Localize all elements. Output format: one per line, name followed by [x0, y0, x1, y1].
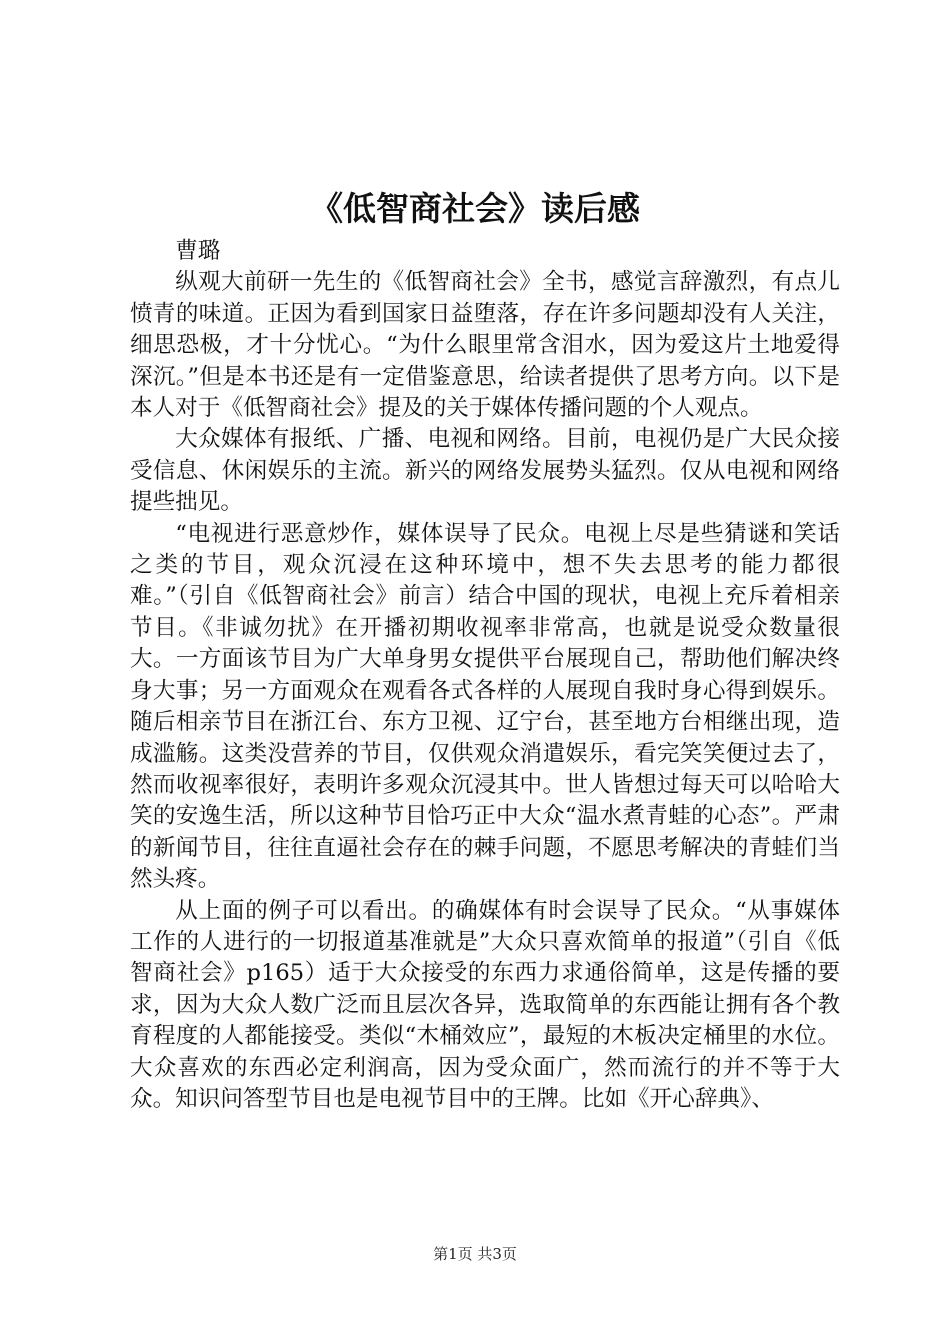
paragraph-3: “电视进行恶意炒作，媒体误导了民众。电视上尽是些猜谜和笑话之类的节目，观众沉浸在这种环境中，想不失去思考的能力都很难。”（引自《低智商社会》前言）结合中国的现状，电视上充斥着相亲节目。《非诚勿扰》在开播初期收视率非常高，也就是说受众数量很大。一方面该节目为广大单身男女提供平台展现自己，帮助他们解决终身大事；另一方面观众在观看各式各样的人展现自我时身心得到娱乐。随后相亲节目在浙江台、东方卫视、辽宁台，甚至地方台相继出现，造成滥觞。这类没营养的节目，仅供观众消遣娱乐，看完笑笑便过去了，然而收视率很好，表明许多观众沉浸其中。世人皆想过每天可以哈哈大笑的安逸生活，所以这种节目恰巧正中大众“温水煮青蛙的心态”。严肃的新闻节目，往往直逼社会存在的棘手问题，不愿思考解决的青蛙们当然头疼。 [130, 520, 840, 893]
page-footer: 第1页 共3页 [433, 1245, 517, 1263]
author-name: 曹璐 [175, 238, 221, 264]
paragraph-4: 从上面的例子可以看出。的确媒体有时会误导了民众。“从事媒体工作的人进行的一切报道基准就是”大众只喜欢简单的报道”（引自《低智商社会》p165）适于大众接受的东西力求通俗简单，这是传播的要求，因为大众人数广泛而且层次各异，选取简单的东西能让拥有各个教育程度的人都能接受。类似“木桶效应”，最短的木板决定桶里的水位。大众喜欢的东西必定利润高，因为受众面广，然而流行的并不等于大众。知识问答型节目也是电视节目中的王牌。比如《开心辞典》、 [130, 897, 840, 1112]
paragraph-1: 纵观大前研一先生的《低智商社会》全书，感觉言辞激烈，有点儿愤青的味道。正因为看到国家日益堕落，存在许多问题却没有人关注，细思恐极，才十分忧心。“为什么眼里常含泪水，因为爱这片土地爱得深沉。”但是本书还是有一定借鉴意思，给读者提供了思考方向。以下是本人对于《低智商社会》提及的关于媒体传播问题的个人观点。 [130, 269, 840, 422]
document-body [130, 236, 840, 1115]
document-title: 《低智商社会》读后感 [310, 189, 640, 228]
paragraph-2: 大众媒体有报纸、广播、电视和网络。目前，电视仍是广大民众接受信息、休闲娱乐的主流。新兴的网络发展势头猛烈。仅从电视和网络提些拙见。 [130, 426, 840, 516]
